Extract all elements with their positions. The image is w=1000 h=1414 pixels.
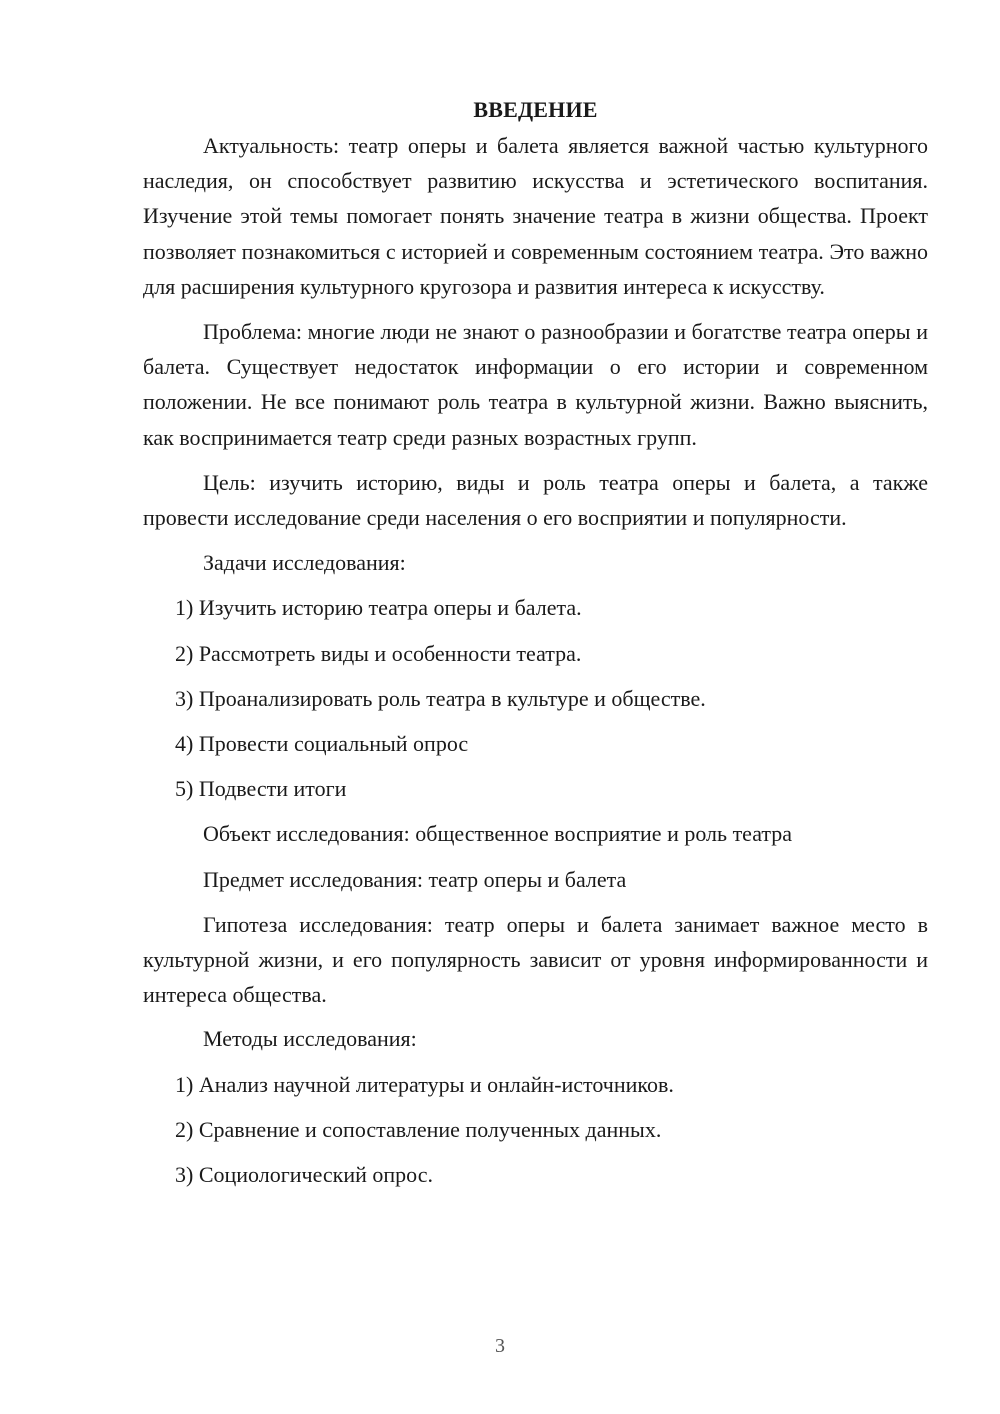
method-item-2: 2) Сравнение и сопоставление полученных данных. <box>175 1116 662 1142</box>
problem-paragraph: Проблема: многие люди не знают о разнообразии и богатстве театра оперы и балета. Существует недостаток информации о его истории и современном положении. Не все понимают роль театра в культурной жизни. Важно выяснить, как воспринимается театр среди разных возрастных групп. <box>143 319 928 450</box>
hypothesis-paragraph: Гипотеза исследования: театр оперы и балета занимает важное место в культурной жизни, и его популярность зависит от уровня информированности и интереса общества. <box>143 911 928 1008</box>
page-content <box>143 95 928 1202</box>
method-item-1: 1) Анализ научной литературы и онлайн-источников. <box>175 1071 674 1097</box>
task-item-2: 2) Рассмотреть виды и особенности театра. <box>175 640 582 666</box>
relevance-paragraph: Актуальность: театр оперы и балета является важной частью культурного наследия, он способствует развитию искусства и эстетического воспитания. Изучение этой темы помогает понять значение театра в жизни общества. Проект позволяет познакомиться с историей и современным состоянием театра. Это важно для расширения культурного кругозора и развития интереса к искусству. <box>143 133 928 299</box>
task-item-4: 4) Провести социальный опрос <box>175 731 469 757</box>
methods-heading: Методы исследования: <box>203 1026 417 1052</box>
goal-paragraph: Цель: изучить историю, виды и роль театра оперы и балета, а также провести исследование среди населения о его восприятии и популярности. <box>143 469 928 531</box>
task-item-3: 3) Проанализировать роль театра в культуре и обществе. <box>175 685 706 711</box>
method-item-3: 3) Социологический опрос. <box>175 1162 433 1188</box>
task-item-1: 1) Изучить историю театра оперы и балета. <box>175 595 582 621</box>
research-object: Объект исследования: общественное восприятие и роль театра <box>203 821 793 847</box>
tasks-heading: Задачи исследования: <box>203 550 406 576</box>
page-title: ВВЕДЕНИЕ <box>473 97 598 122</box>
page-number: 3 <box>495 1335 505 1357</box>
research-subject: Предмет исследования: театр оперы и балета <box>203 866 627 892</box>
task-item-5: 5) Подвести итоги <box>175 776 347 802</box>
